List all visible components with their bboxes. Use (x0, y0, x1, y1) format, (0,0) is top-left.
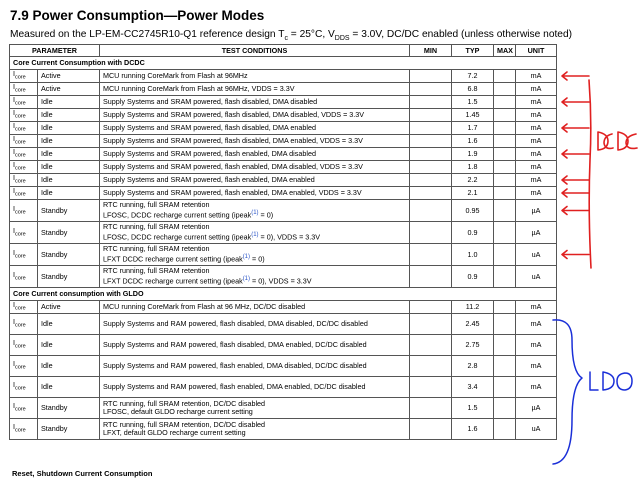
dcdc-arrow (562, 189, 589, 197)
typ-value: 1.8 (452, 161, 494, 174)
section-header: Core Current consumption with GLDO (10, 288, 557, 301)
footnote-link[interactable]: (1) (242, 276, 251, 283)
typ-value: 1.5 (452, 96, 494, 109)
power-mode: Idle (38, 314, 100, 335)
test-condition: RTC running, full SRAM retention LFOSC, DCDC recharge current setting (ipeak$^{(1)}$ = 0) (100, 200, 410, 222)
power-mode: Idle (38, 148, 100, 161)
unit: mA (516, 148, 557, 161)
test-condition: RTC running, full SRAM retention LFOSC, DCDC recharge current setting (ipeak$^{(1)}$ = 0), VDDS = 3.3V (100, 222, 410, 244)
typ-value: 2.75 (452, 335, 494, 356)
dcdc-arrows (562, 72, 589, 259)
dcdc-arrow (562, 176, 589, 184)
test-condition: Supply Systems and SRAM powered, flash disabled, DMA disabled, VDDS = 3.3V (100, 109, 410, 122)
power-mode: Standby (38, 222, 100, 244)
power-mode: Idle (38, 135, 100, 148)
dcdc-arrow (562, 98, 589, 106)
power-mode: Idle (38, 174, 100, 187)
typ-value: 0.95 (452, 200, 494, 222)
col-header-parameter: PARAMETER (10, 45, 100, 57)
unit: mA (516, 96, 557, 109)
footnote-link[interactable]: (1) (251, 232, 259, 239)
power-mode: Active (38, 83, 100, 96)
power-mode: Idle (38, 109, 100, 122)
power-mode: Standby (38, 200, 100, 222)
parameter-symbol: $I_{core}$ (10, 314, 38, 335)
unit: mA (516, 109, 557, 122)
test-condition: Supply Systems and RAM powered, flash disabled, DMA disabled, DC/DC disabled (100, 314, 410, 335)
parameter-symbol: $I_{core}$ (10, 135, 38, 148)
parameter-symbol: $I_{core}$ (10, 70, 38, 83)
unit: mA (516, 187, 557, 200)
unit: mA (516, 161, 557, 174)
test-condition: Supply Systems and RAM powered, flash enabled, DMA enabled, DC/DC disabled (100, 377, 410, 398)
unit: mA (516, 83, 557, 96)
test-condition: Supply Systems and SRAM powered, flash enabled, DMA enabled (100, 174, 410, 187)
typ-value: 6.8 (452, 83, 494, 96)
unit: mA (516, 356, 557, 377)
unit: mA (516, 314, 557, 335)
parameter-symbol: $I_{core}$ (10, 200, 38, 222)
parameter-symbol: $I_{core}$ (10, 419, 38, 440)
ldo-brace (553, 320, 582, 464)
unit: uA (516, 244, 557, 266)
test-condition: Supply Systems and RAM powered, flash enabled, DMA disabled, DC/DC disabled (100, 356, 410, 377)
test-condition: Supply Systems and SRAM powered, flash disabled, DMA enabled (100, 122, 410, 135)
power-mode: Idle (38, 335, 100, 356)
typ-value: 3.4 (452, 377, 494, 398)
power-mode: Idle (38, 187, 100, 200)
parameter-symbol: $I_{core}$ (10, 96, 38, 109)
typ-value: 1.5 (452, 398, 494, 419)
test-condition: Supply Systems and RAM powered, flash disabled, DMA enabled, DC/DC disabled (100, 335, 410, 356)
typ-value: 1.6 (452, 135, 494, 148)
parameter-symbol: $I_{core}$ (10, 398, 38, 419)
unit: mA (516, 335, 557, 356)
test-condition: RTC running, full SRAM retention LFXT DCDC recharge current setting (ipeak$^{(1)}$ = 0) (100, 244, 410, 266)
parameter-symbol: $I_{core}$ (10, 244, 38, 266)
power-mode: Idle (38, 122, 100, 135)
test-condition: MCU running CoreMark from Flash at 96MHz, VDDS = 3.3V (100, 83, 410, 96)
power-mode: Idle (38, 377, 100, 398)
test-condition: Supply Systems and SRAM powered, flash enabled, DMA enabled, VDDS = 3.3V (100, 187, 410, 200)
col-header-min: MIN (410, 45, 452, 57)
typ-value: 2.2 (452, 174, 494, 187)
parameter-symbol: $I_{core}$ (10, 148, 38, 161)
power-mode: Standby (38, 244, 100, 266)
power-mode: Idle (38, 96, 100, 109)
test-condition: Supply Systems and SRAM powered, flash disabled, DMA disabled (100, 96, 410, 109)
typ-value: 1.9 (452, 148, 494, 161)
dcdc-arrow (562, 207, 589, 215)
parameter-symbol: $I_{core}$ (10, 301, 38, 314)
typ-value: 1.0 (452, 244, 494, 266)
typ-value: 2.1 (452, 187, 494, 200)
dcdc-arrow (562, 72, 589, 80)
test-condition: Supply Systems and SRAM powered, flash enabled, DMA disabled (100, 148, 410, 161)
measurement-conditions: Measured on the LP-EM-CC2745R10-Q1 reference design $T_c = 25^\circ C$, $V_{DDS} = 3.0V$, DC/DC enabled (unless otherwise noted) (10, 29, 573, 43)
dcdc-bracket-line (589, 80, 591, 268)
unit: uA (516, 266, 557, 288)
col-header-unit: UNIT (516, 45, 557, 57)
test-condition: Supply Systems and SRAM powered, flash enabled, DMA disabled, VDDS = 3.3V (100, 161, 410, 174)
parameter-symbol: $I_{core}$ (10, 161, 38, 174)
test-condition: MCU running CoreMark from Flash at 96MHz (100, 70, 410, 83)
parameter-symbol: $I_{core}$ (10, 356, 38, 377)
typ-value: 0.9 (452, 222, 494, 244)
parameter-symbol: $I_{core}$ (10, 222, 38, 244)
power-mode: Active (38, 301, 100, 314)
unit: µA (516, 200, 557, 222)
power-mode: Idle (38, 356, 100, 377)
parameter-symbol: $I_{core}$ (10, 122, 38, 135)
parameter-symbol: $I_{core}$ (10, 266, 38, 288)
typ-value: 2.8 (452, 356, 494, 377)
test-condition: MCU running CoreMark from Flash at 96 MHz, DC/DC disabled (100, 301, 410, 314)
typ-value: 7.2 (452, 70, 494, 83)
power-mode: Standby (38, 266, 100, 288)
col-header-max: MAX (494, 45, 516, 57)
dcdc-arrow (562, 150, 589, 158)
typ-value: 0.9 (452, 266, 494, 288)
typ-value: 2.45 (452, 314, 494, 335)
test-condition: RTC running, full SRAM retention, DC/DC disabled LFXT, default GLDO recharge current setting (100, 419, 410, 440)
parameter-symbol: $I_{core}$ (10, 83, 38, 96)
section-title: 7.9 Power Consumption—Power Modes (10, 8, 265, 23)
unit: µA (516, 222, 557, 244)
typ-value: 1.7 (452, 122, 494, 135)
section-header: Core Current Consumption with DCDC (10, 57, 557, 70)
unit: mA (516, 301, 557, 314)
unit: mA (516, 135, 557, 148)
parameter-symbol: $I_{core}$ (10, 174, 38, 187)
typ-value: 11.2 (452, 301, 494, 314)
unit: uA (516, 419, 557, 440)
parameter-symbol: $I_{core}$ (10, 109, 38, 122)
col-header-typ: TYP (452, 45, 494, 57)
test-condition: RTC running, full SRAM retention, DC/DC disabled LFOSC, default GLDO recharge current setting (100, 398, 410, 419)
typ-value: 1.45 (452, 109, 494, 122)
unit: mA (516, 122, 557, 135)
unit: µA (516, 398, 557, 419)
footnote-link[interactable]: (1) (251, 210, 259, 217)
parameter-symbol: $I_{core}$ (10, 335, 38, 356)
unit: mA (516, 174, 557, 187)
unit: mA (516, 70, 557, 83)
col-header-test-conditions: TEST CONDITIONS (100, 45, 410, 57)
dcdc-arrow (562, 124, 589, 132)
parameter-symbol: $I_{core}$ (10, 187, 38, 200)
ldo-label-ink (590, 372, 632, 390)
typ-value: 1.6 (452, 419, 494, 440)
footnote-link[interactable]: (1) (242, 254, 251, 261)
unit: mA (516, 377, 557, 398)
test-condition: Supply Systems and SRAM powered, flash disabled, DMA enabled, VDDS = 3.3V (100, 135, 410, 148)
dcdc-label-ink (598, 132, 637, 150)
power-mode: Active (38, 70, 100, 83)
test-condition: RTC running, full SRAM retention LFXT DCDC recharge current setting (ipeak$^{(1)}$ = 0), VDDS = 3.3V (100, 266, 410, 288)
power-mode: Standby (38, 398, 100, 419)
next-section-header: Reset, Shutdown Current Consumption (12, 469, 153, 478)
parameter-symbol: $I_{core}$ (10, 377, 38, 398)
dcdc-arrow (562, 251, 589, 259)
power-mode: Standby (38, 419, 100, 440)
power-mode: Idle (38, 161, 100, 174)
